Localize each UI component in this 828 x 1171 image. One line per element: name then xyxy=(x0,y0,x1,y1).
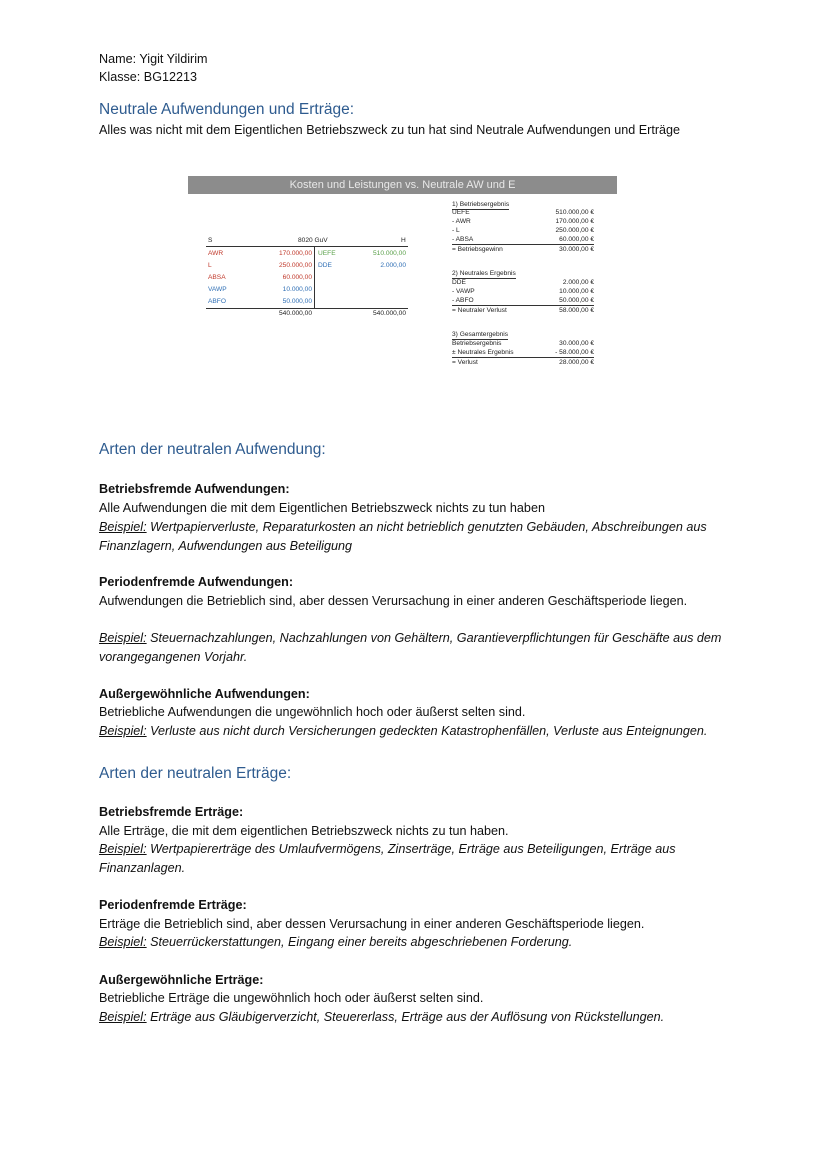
item-heading: Betriebsfremde Aufwendungen: xyxy=(99,482,290,496)
example-text: Steuerrückerstattungen, Eingang einer bereits abgeschriebenen Forderung. xyxy=(146,935,573,949)
example-label: Beispiel: xyxy=(99,842,147,856)
account-credit-label: H xyxy=(401,237,406,244)
example-label: Beispiel: xyxy=(99,631,147,645)
result-sum-line xyxy=(452,244,594,245)
account-row-value: 170.000,00 xyxy=(278,250,312,257)
item-example xyxy=(99,840,739,877)
account-row-label: AWR xyxy=(208,250,224,257)
result-row-value: 50.000,00 € xyxy=(559,297,594,304)
item-heading: Außergewöhnliche Aufwendungen: xyxy=(99,687,310,701)
account-name: 8020 GuV xyxy=(298,237,328,244)
account-row-label: ABSA xyxy=(208,274,226,281)
result-row-value: 250.000,00 € xyxy=(555,227,594,234)
neutrales-ergebnis-title: 2) Neutrales Ergebnis xyxy=(452,270,516,277)
account-total-debit: 540.000,00 xyxy=(278,310,312,317)
item-example xyxy=(99,933,739,952)
account-debit-label: S xyxy=(208,237,213,244)
account-row-right-value: 510.000,00 xyxy=(372,250,406,257)
section-intro-text: Alles was nicht mit dem Eigentlichen Betriebszweck zu tun hat sind Neutrale Aufwendungen und Erträge xyxy=(99,123,681,137)
student-name: Name: Yigit Yildirim xyxy=(99,52,208,66)
account-row-value: 50.000,00 xyxy=(282,298,312,305)
account-top-line xyxy=(206,246,408,247)
result-row-value: 30.000,00 € xyxy=(559,246,594,253)
result-row-label: - VAWP xyxy=(452,288,475,295)
example-label: Beispiel: xyxy=(99,935,147,949)
result-row-value: 2.000,00 € xyxy=(562,279,594,286)
account-total-credit: 540.000,00 xyxy=(372,310,406,317)
example-text: Wertpapierverluste, Reparaturkosten an nicht betrieblich genutzten Gebäuden, Abschreibungen aus Finanzlagern, Aufwendungen aus Beteiligung xyxy=(99,520,707,553)
example-text: Erträge aus Gläubigerverzicht, Steuererlass, Erträge aus der Auflösung von Rückstellungen. xyxy=(146,1010,665,1024)
result-row-label: = Betriebsgewinn xyxy=(452,246,503,253)
student-class: Klasse: BG12213 xyxy=(99,70,198,84)
account-row-label: ABFO xyxy=(208,298,226,305)
figure-title: Kosten und Leistungen vs. Neutrale AW und E xyxy=(188,176,617,194)
section-title-neutral: Neutrale Aufwendungen und Erträge: xyxy=(99,101,355,118)
result-row-value: 28.000,00 € xyxy=(559,359,594,366)
result-row-value: 170.000,00 € xyxy=(555,218,594,225)
account-row-label: L xyxy=(208,262,212,269)
result-row-label: - L xyxy=(452,227,460,234)
result-row-label: ± Neutrales Ergebnis xyxy=(452,349,514,356)
example-text: Wertpapiererträge des Umlaufvermögens, Zinserträge, Erträge aus Beteiligungen, Erträge aus Finanzanlagen. xyxy=(99,842,676,875)
result-row-label: - AWR xyxy=(452,218,471,225)
example-label: Beispiel: xyxy=(99,724,147,738)
result-row-value: 10.000,00 € xyxy=(559,288,594,295)
section-title-ertraege: Arten der neutralen Erträge: xyxy=(99,765,292,782)
betriebsergebnis-title: 1) Betriebsergebnis xyxy=(452,201,510,208)
result-row-label: Betriebsergebnis xyxy=(452,340,502,347)
item-example xyxy=(99,518,739,555)
result-row-label: DDE xyxy=(452,279,466,286)
example-label: Beispiel: xyxy=(99,520,147,534)
section-title-aufwendung: Arten der neutralen Aufwendung: xyxy=(99,441,326,458)
result-row-value: 60.000,00 € xyxy=(559,236,594,243)
result-row-value: 58.000,00 € xyxy=(559,307,594,314)
item-heading: Betriebsfremde Erträge: xyxy=(99,805,244,819)
item-text: Alle Erträge, die mit dem eigentlichen Betriebszweck nichts zu tun haben. xyxy=(99,824,509,838)
account-bottom-line xyxy=(206,308,408,309)
account-row-value: 60.000,00 xyxy=(282,274,312,281)
item-example xyxy=(99,629,739,666)
result-sum-line xyxy=(452,357,594,358)
example-text: Steuernachzahlungen, Nachzahlungen von Gehältern, Garantieverpflichtungen für Geschäfte aus dem vorangegangenen Vorjahr. xyxy=(99,631,722,664)
result-row-value: 510.000,00 € xyxy=(555,209,594,216)
account-row-value: 250.000,00 xyxy=(278,262,312,269)
result-row-value: 30.000,00 € xyxy=(559,340,594,347)
result-row-value: - 58.000,00 € xyxy=(555,349,594,356)
account-center-line xyxy=(314,246,315,308)
accounting-figure xyxy=(188,176,617,375)
item-example xyxy=(99,722,739,741)
item-heading: Periodenfremde Erträge: xyxy=(99,898,247,912)
example-label: Beispiel: xyxy=(99,1010,147,1024)
result-row-label: - ABSA xyxy=(452,236,474,243)
result-row-label: UEFE xyxy=(452,209,470,216)
item-heading: Außergewöhnliche Erträge: xyxy=(99,973,264,987)
item-heading: Periodenfremde Aufwendungen: xyxy=(99,575,294,589)
account-row-value: 10.000,00 xyxy=(282,286,312,293)
result-row-label: - ABFO xyxy=(452,297,474,304)
account-row-label: VAWP xyxy=(208,286,227,293)
result-row-label: = Verlust xyxy=(452,359,478,366)
item-text: Erträge die Betrieblich sind, aber dessen Verursachung in einer anderen Geschäftsperiode liegen. xyxy=(99,917,645,931)
item-text: Betriebliche Erträge die ungewöhnlich hoch oder äußerst selten sind. xyxy=(99,991,484,1005)
account-row-right-label: UEFE xyxy=(318,250,336,257)
result-sum-line xyxy=(452,305,594,306)
item-example xyxy=(99,1008,739,1027)
item-text: Betriebliche Aufwendungen die ungewöhnlich hoch oder äußerst selten sind. xyxy=(99,705,526,719)
item-text: Aufwendungen die Betrieblich sind, aber dessen Verursachung in einer anderen Geschäftsperiode liegen. xyxy=(99,594,688,608)
example-text: Verluste aus nicht durch Versicherungen gedeckten Katastrophenfällen, Verluste aus Enteignungen. xyxy=(146,724,708,738)
account-row-right-label: DDE xyxy=(318,262,332,269)
account-row-right-value: 2.000,00 xyxy=(380,262,406,269)
result-row-label: = Neutraler Verlust xyxy=(452,307,507,314)
item-text: Alle Aufwendungen die mit dem Eigentlichen Betriebszweck nichts zu tun haben xyxy=(99,501,545,515)
gesamtergebnis-title: 3) Gesamtergebnis xyxy=(452,331,509,338)
